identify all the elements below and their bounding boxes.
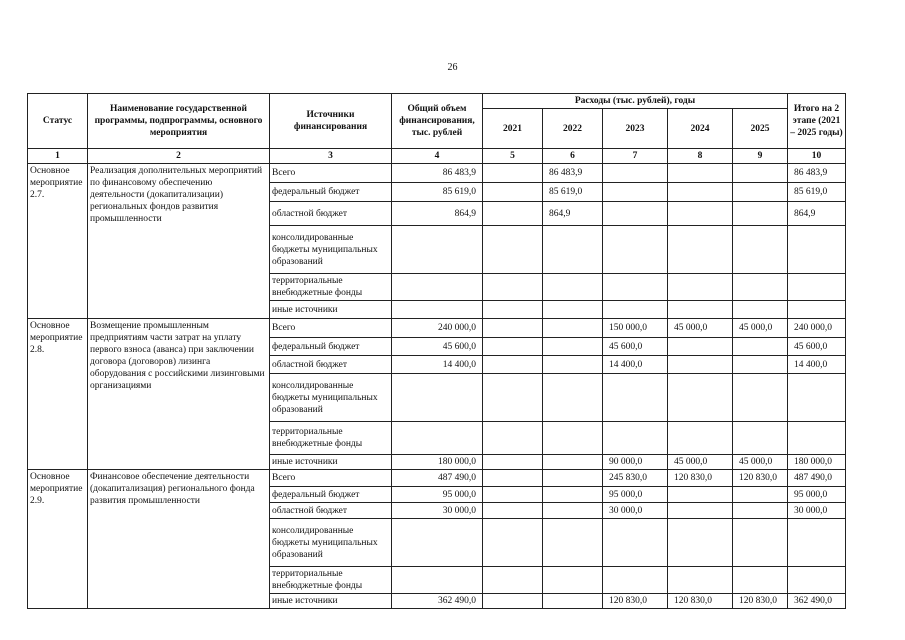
amount-cell-y2022 [543,455,603,470]
amount-cell-y2024: 45 000,0 [668,319,733,338]
amount-cell-total: 362 490,0 [392,594,483,609]
column-number: 8 [668,149,733,164]
amount-cell-y2024 [668,338,733,356]
amount-cell-y2024: 45 000,0 [668,455,733,470]
amount-cell-y2021 [483,301,543,319]
column-number: 5 [483,149,543,164]
amount-cell-y2025 [733,226,788,274]
amount-cell-total [392,422,483,455]
amount-cell-y2024 [668,226,733,274]
amount-cell-y2021 [483,455,543,470]
amount-cell-itogo: 95 000,0 [788,487,846,503]
amount-cell-y2023 [603,422,668,455]
amount-cell-y2023: 90 000,0 [603,455,668,470]
amount-cell-itogo: 45 600,0 [788,338,846,356]
table-row [28,319,846,338]
amount-cell-total [392,567,483,594]
measure-name: Реализация дополнительных мероприятий по финансовому обеспечению деятельности (докапитализации) региональных фондов развития промышленности [88,164,270,319]
amount-cell-itogo [788,422,846,455]
financing-source: областной бюджет [270,356,392,374]
amount-cell-y2022 [543,319,603,338]
table-row [28,164,846,183]
financing-source: территориальные внебюджетные фонды [270,422,392,455]
amount-cell-y2021 [483,374,543,422]
header-expenses: Расходы (тыс. рублей), годы [483,94,788,109]
amount-cell-total: 95 000,0 [392,487,483,503]
financing-source: иные источники [270,455,392,470]
financing-source: иные источники [270,594,392,609]
amount-cell-itogo [788,567,846,594]
amount-cell-y2025 [733,274,788,301]
financing-source: Всего [270,470,392,487]
measure-name: Возмещение промышленным предприятиям части затрат на уплату первого взноса (аванса) при заключении договора (договоров) лизинга оборудования с российскими лизинговыми организациями [88,319,270,470]
amount-cell-y2025 [733,374,788,422]
amount-cell-y2022 [543,470,603,487]
amount-cell-y2025 [733,503,788,519]
amount-cell-total: 85 619,0 [392,183,483,202]
financing-source: федеральный бюджет [270,487,392,503]
financing-source: Всего [270,319,392,338]
amount-cell-itogo: 487 490,0 [788,470,846,487]
amount-cell-y2024: 120 830,0 [668,470,733,487]
amount-cell-y2023 [603,301,668,319]
amount-cell-y2025 [733,202,788,226]
financing-source: областной бюджет [270,202,392,226]
amount-cell-y2022 [543,594,603,609]
amount-cell-y2024 [668,274,733,301]
amount-cell-y2023: 150 000,0 [603,319,668,338]
amount-cell-y2025 [733,422,788,455]
amount-cell-y2024 [668,356,733,374]
column-number: 2 [88,149,270,164]
amount-cell-total: 45 600,0 [392,338,483,356]
measure-status: Основное мероприятие 2.7. [28,164,88,319]
header-year: 2022 [543,109,603,149]
amount-cell-y2024 [668,503,733,519]
header-itogo: Итого на 2 этапе (2021 – 2025 годы) [788,94,846,149]
amount-cell-y2022 [543,356,603,374]
amount-cell-itogo: 14 400,0 [788,356,846,374]
header-year: 2021 [483,109,543,149]
amount-cell-y2022 [543,338,603,356]
amount-cell-y2025 [733,183,788,202]
financing-source: территориальные внебюджетные фонды [270,274,392,301]
amount-cell-y2023 [603,164,668,183]
amount-cell-y2022 [543,274,603,301]
financing-table [27,93,846,609]
amount-cell-y2025 [733,164,788,183]
amount-cell-y2023 [603,183,668,202]
amount-cell-y2023: 30 000,0 [603,503,668,519]
column-number: 3 [270,149,392,164]
amount-cell-y2025 [733,519,788,567]
amount-cell-itogo: 85 619,0 [788,183,846,202]
header-name: Наименование государственной программы, подпрограммы, основного мероприятия [88,94,270,149]
amount-cell-total: 864,9 [392,202,483,226]
amount-cell-y2023 [603,519,668,567]
amount-cell-y2023 [603,226,668,274]
amount-cell-y2022 [543,301,603,319]
header-sources: Источники финансирования [270,94,392,149]
amount-cell-y2024 [668,487,733,503]
amount-cell-y2025 [733,301,788,319]
amount-cell-itogo: 86 483,9 [788,164,846,183]
column-number: 10 [788,149,846,164]
column-number: 7 [603,149,668,164]
amount-cell-y2024 [668,422,733,455]
amount-cell-y2021 [483,519,543,567]
amount-cell-y2024 [668,301,733,319]
amount-cell-total: 86 483,9 [392,164,483,183]
amount-cell-y2023 [603,202,668,226]
amount-cell-y2023: 120 830,0 [603,594,668,609]
column-number: 1 [28,149,88,164]
amount-cell-y2025 [733,487,788,503]
header-total-volume: Общий объем финансирования, тыс. рублей [392,94,483,149]
measure-name: Финансовое обеспечение деятельности (докапитализация) регионального фонда развития промышленности [88,470,270,609]
header-year: 2023 [603,109,668,149]
amount-cell-y2023: 14 400,0 [603,356,668,374]
column-number: 4 [392,149,483,164]
amount-cell-y2025: 120 830,0 [733,594,788,609]
amount-cell-total: 240 000,0 [392,319,483,338]
amount-cell-y2021 [483,470,543,487]
amount-cell-y2021 [483,422,543,455]
amount-cell-y2025: 120 830,0 [733,470,788,487]
amount-cell-y2024 [668,183,733,202]
financing-source: консолидированные бюджеты муниципальных образований [270,226,392,274]
amount-cell-y2021 [483,503,543,519]
amount-cell-y2022: 86 483,9 [543,164,603,183]
amount-cell-y2024 [668,164,733,183]
financing-source: федеральный бюджет [270,338,392,356]
amount-cell-y2022 [543,519,603,567]
amount-cell-y2021 [483,319,543,338]
amount-cell-y2025 [733,356,788,374]
amount-cell-itogo: 362 490,0 [788,594,846,609]
amount-cell-itogo [788,301,846,319]
financing-source: областной бюджет [270,503,392,519]
financing-source: Всего [270,164,392,183]
amount-cell-y2022 [543,422,603,455]
amount-cell-y2022 [543,487,603,503]
amount-cell-y2024 [668,374,733,422]
amount-cell-itogo [788,226,846,274]
amount-cell-y2023 [603,274,668,301]
amount-cell-y2022 [543,567,603,594]
amount-cell-y2021 [483,567,543,594]
amount-cell-y2025: 45 000,0 [733,319,788,338]
financing-source: консолидированные бюджеты муниципальных образований [270,519,392,567]
amount-cell-y2021 [483,338,543,356]
amount-cell-itogo: 180 000,0 [788,455,846,470]
amount-cell-total [392,519,483,567]
amount-cell-y2025 [733,338,788,356]
amount-cell-y2021 [483,487,543,503]
amount-cell-y2024 [668,202,733,226]
financing-source: федеральный бюджет [270,183,392,202]
amount-cell-itogo: 30 000,0 [788,503,846,519]
amount-cell-itogo [788,374,846,422]
financing-source: территориальные внебюджетные фонды [270,567,392,594]
amount-cell-y2023 [603,374,668,422]
amount-cell-y2025 [733,567,788,594]
amount-cell-itogo: 240 000,0 [788,319,846,338]
financing-source: консолидированные бюджеты муниципальных образований [270,374,392,422]
amount-cell-total [392,226,483,274]
header-year: 2025 [733,109,788,149]
page-number: 26 [447,62,458,73]
amount-cell-y2021 [483,356,543,374]
amount-cell-y2021 [483,274,543,301]
amount-cell-y2023 [603,567,668,594]
amount-cell-y2023: 45 600,0 [603,338,668,356]
amount-cell-y2023: 95 000,0 [603,487,668,503]
header-status: Статус [28,94,88,149]
measure-status: Основное мероприятие 2.8. [28,319,88,470]
amount-cell-y2021 [483,164,543,183]
measure-status: Основное мероприятие 2.9. [28,470,88,609]
amount-cell-y2022 [543,226,603,274]
amount-cell-y2022: 864,9 [543,202,603,226]
amount-cell-y2021 [483,226,543,274]
amount-cell-y2024 [668,519,733,567]
amount-cell-total [392,301,483,319]
table-row [28,470,846,487]
amount-cell-total [392,374,483,422]
amount-cell-total: 30 000,0 [392,503,483,519]
column-number: 9 [733,149,788,164]
amount-cell-y2022 [543,503,603,519]
amount-cell-y2025: 45 000,0 [733,455,788,470]
amount-cell-y2024 [668,567,733,594]
amount-cell-y2022: 85 619,0 [543,183,603,202]
amount-cell-y2021 [483,183,543,202]
header-year: 2024 [668,109,733,149]
amount-cell-total: 180 000,0 [392,455,483,470]
column-number: 6 [543,149,603,164]
amount-cell-y2024: 120 830,0 [668,594,733,609]
amount-cell-itogo [788,274,846,301]
amount-cell-total: 487 490,0 [392,470,483,487]
amount-cell-total: 14 400,0 [392,356,483,374]
amount-cell-itogo: 864,9 [788,202,846,226]
amount-cell-y2021 [483,594,543,609]
amount-cell-y2023: 245 830,0 [603,470,668,487]
financing-source: иные источники [270,301,392,319]
amount-cell-y2022 [543,374,603,422]
amount-cell-itogo [788,519,846,567]
amount-cell-total [392,274,483,301]
amount-cell-y2021 [483,202,543,226]
